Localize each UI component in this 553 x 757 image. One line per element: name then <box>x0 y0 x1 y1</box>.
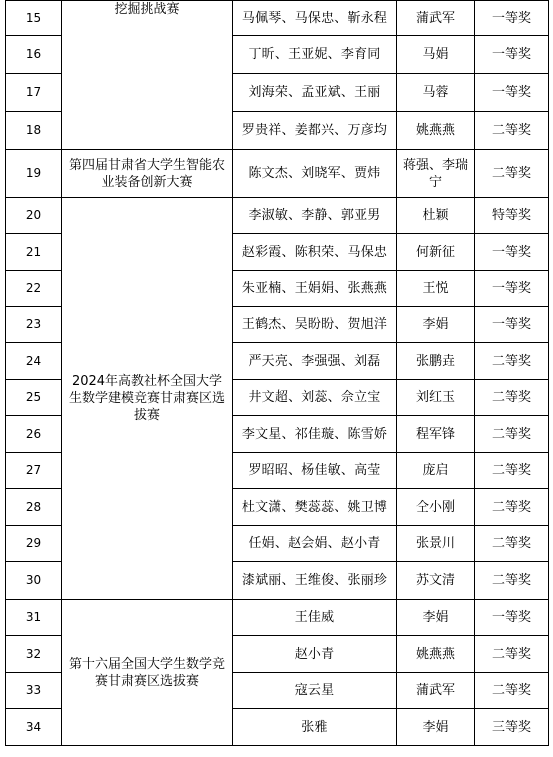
row-number: 18 <box>6 112 62 150</box>
advisor: 蒲武军 <box>397 673 475 709</box>
row-number: 21 <box>6 234 62 271</box>
advisor: 王悦 <box>397 271 475 307</box>
team-members: 李淑敏、李静、郭亚男 <box>233 198 397 234</box>
advisor: 蒲武军 <box>397 1 475 36</box>
row-number: 24 <box>6 343 62 380</box>
team-members: 马佩琴、马保忠、靳永程 <box>233 1 397 36</box>
award-level: 一等奖 <box>475 271 549 307</box>
award-level: 二等奖 <box>475 112 549 150</box>
advisor: 刘红玉 <box>397 380 475 416</box>
advisor: 蒋强、李瑞宁 <box>397 150 475 198</box>
row-number: 25 <box>6 380 62 416</box>
advisor: 李娟 <box>397 709 475 746</box>
advisor: 何新征 <box>397 234 475 271</box>
award-level: 二等奖 <box>475 562 549 600</box>
team-members: 严天亮、李强强、刘磊 <box>233 343 397 380</box>
team-members: 王鹤杰、吴盼盼、贺旭洋 <box>233 307 397 343</box>
table-row <box>6 1 549 36</box>
competition-name: 挖掘挑战赛 <box>62 1 233 150</box>
row-number: 23 <box>6 307 62 343</box>
row-number: 29 <box>6 526 62 562</box>
advisor: 李娟 <box>397 600 475 636</box>
competition-name: 第十六届全国大学生数学竞赛甘肃赛区选拔赛 <box>62 600 233 746</box>
award-level: 一等奖 <box>475 36 549 74</box>
advisor: 李娟 <box>397 307 475 343</box>
competition-name: 第四届甘肃省大学生智能农业装备创新大赛 <box>62 150 233 198</box>
award-level: 特等奖 <box>475 198 549 234</box>
row-number: 16 <box>6 36 62 74</box>
award-level: 二等奖 <box>475 343 549 380</box>
advisor: 杜颖 <box>397 198 475 234</box>
team-members: 罗贵祥、姜都兴、万彦均 <box>233 112 397 150</box>
award-level: 一等奖 <box>475 1 549 36</box>
team-members: 赵彩霞、陈积荣、马保忠 <box>233 234 397 271</box>
advisor: 庞启 <box>397 453 475 489</box>
award-level: 二等奖 <box>475 380 549 416</box>
advisor: 仝小刚 <box>397 489 475 526</box>
team-members: 任娟、赵会娟、赵小青 <box>233 526 397 562</box>
row-number: 34 <box>6 709 62 746</box>
award-level: 二等奖 <box>475 673 549 709</box>
table-row <box>6 150 549 198</box>
team-members: 刘海荣、孟亚斌、王丽 <box>233 74 397 112</box>
table-row <box>6 600 549 636</box>
team-members: 陈文杰、刘晓军、贾炜 <box>233 150 397 198</box>
row-number: 32 <box>6 636 62 673</box>
advisor: 马蓉 <box>397 74 475 112</box>
team-members: 寇云星 <box>233 673 397 709</box>
row-number: 17 <box>6 74 62 112</box>
team-members: 杜文潇、樊蕊蕊、姚卫博 <box>233 489 397 526</box>
advisor: 苏文清 <box>397 562 475 600</box>
competition-name: 2024年高教社杯全国大学生数学建模竞赛甘肃赛区选拔赛 <box>62 198 233 600</box>
row-number: 28 <box>6 489 62 526</box>
row-number: 15 <box>6 1 62 36</box>
row-number: 20 <box>6 198 62 234</box>
row-number: 30 <box>6 562 62 600</box>
award-level: 一等奖 <box>475 600 549 636</box>
row-number: 26 <box>6 416 62 453</box>
team-members: 赵小青 <box>233 636 397 673</box>
team-members: 丁昕、王亚妮、李育同 <box>233 36 397 74</box>
row-number: 19 <box>6 150 62 198</box>
team-members: 井文超、刘蕊、佘立宝 <box>233 380 397 416</box>
row-number: 27 <box>6 453 62 489</box>
award-level: 二等奖 <box>475 636 549 673</box>
team-members: 张雅 <box>233 709 397 746</box>
award-level: 一等奖 <box>475 234 549 271</box>
advisor: 张景川 <box>397 526 475 562</box>
advisor: 张鹏垚 <box>397 343 475 380</box>
award-level: 三等奖 <box>475 709 549 746</box>
team-members: 罗昭昭、杨佳敏、高莹 <box>233 453 397 489</box>
table-row <box>6 198 549 234</box>
award-level: 一等奖 <box>475 74 549 112</box>
award-level: 二等奖 <box>475 150 549 198</box>
advisor: 姚燕燕 <box>397 636 475 673</box>
team-members: 朱亚楠、王娟娟、张燕燕 <box>233 271 397 307</box>
row-number: 31 <box>6 600 62 636</box>
row-number: 22 <box>6 271 62 307</box>
award-level: 二等奖 <box>475 453 549 489</box>
awards-table <box>5 0 549 746</box>
advisor: 马娟 <box>397 36 475 74</box>
award-level: 一等奖 <box>475 307 549 343</box>
advisor: 姚燕燕 <box>397 112 475 150</box>
team-members: 王佳威 <box>233 600 397 636</box>
award-level: 二等奖 <box>475 526 549 562</box>
team-members: 李文星、祁佳璇、陈雪娇 <box>233 416 397 453</box>
award-level: 二等奖 <box>475 416 549 453</box>
advisor: 程军锋 <box>397 416 475 453</box>
team-members: 漆斌丽、王维俊、张丽珍 <box>233 562 397 600</box>
row-number: 33 <box>6 673 62 709</box>
award-level: 二等奖 <box>475 489 549 526</box>
